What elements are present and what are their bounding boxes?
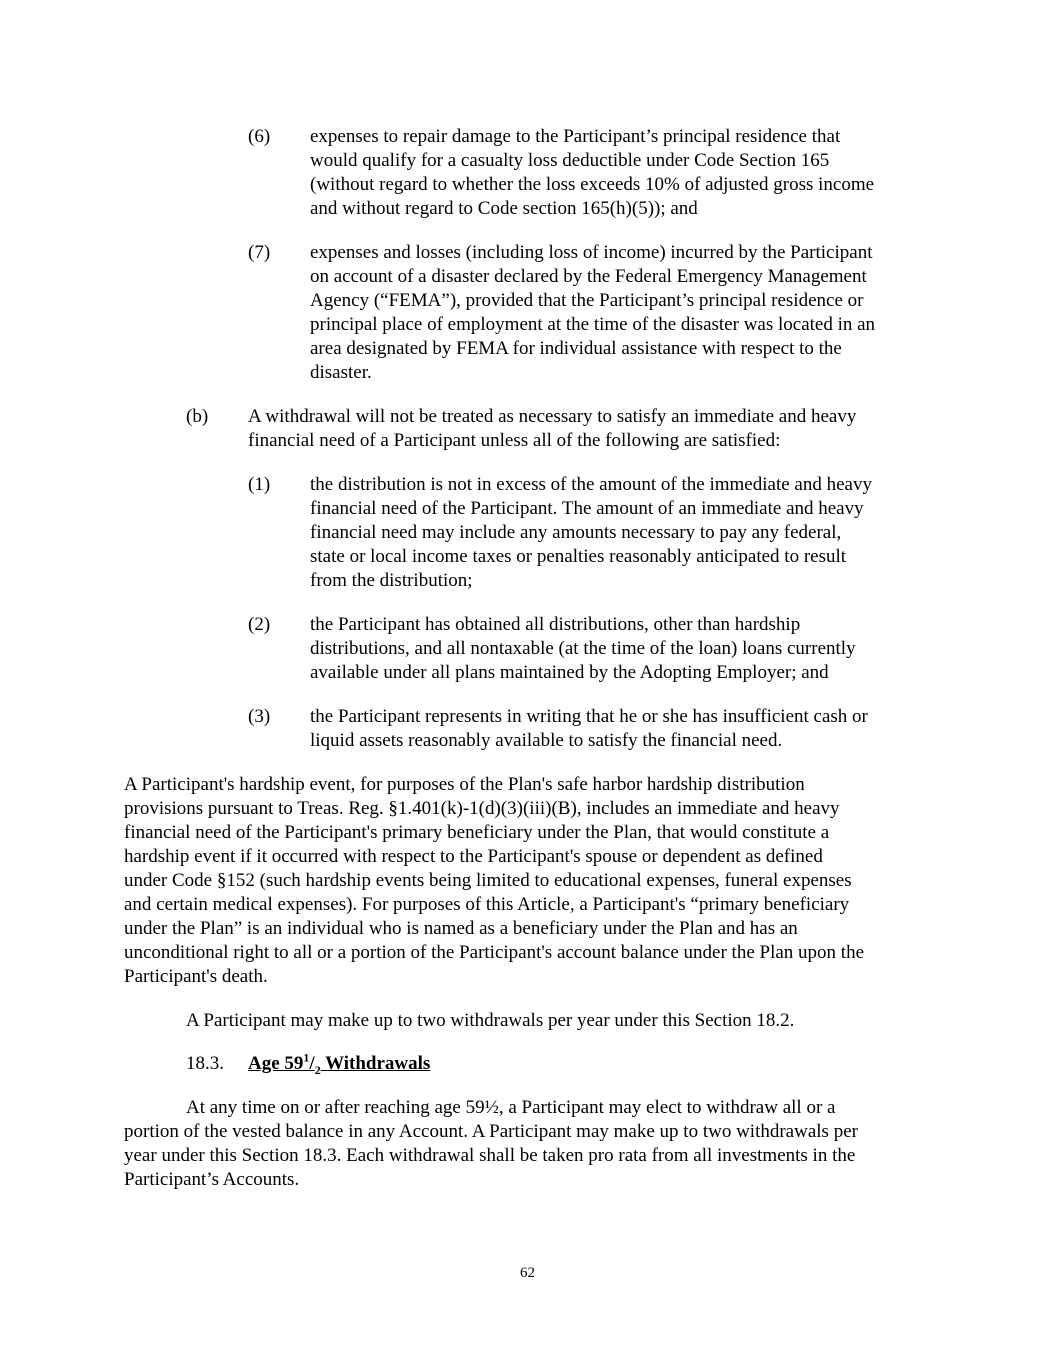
text-line: distributions, and all nontaxable (at the time of the loan) loans currently (310, 638, 856, 659)
item-text (310, 125, 874, 221)
text-line: financial need of a Participant unless all of the following are satisfied: (248, 430, 781, 451)
text-line: A Participant's hardship event, for purposes of the Plan's safe harbor hardship distribution (124, 774, 805, 795)
text-line: provisions pursuant to Treas. Reg. §1.401(k)-1(d)(3)(iii)(B), includes an immediate and heavy (124, 798, 840, 819)
text-line: expenses to repair damage to the Participant’s principal residence that (310, 126, 841, 147)
text-line: hardship event if it occurred with respect to the Participant's spouse or dependent as defined (124, 846, 823, 867)
title-subscript: 2 (314, 1062, 321, 1077)
text-line: state or local income taxes or penalties reasonably anticipated to result (310, 546, 847, 567)
item-text (248, 405, 856, 453)
text-line: under the Plan” is an individual who is named as a beneficiary under the Plan and has an (124, 918, 798, 939)
item-number: (2) (248, 614, 271, 635)
text-line: available under all plans maintained by the Adopting Employer; and (310, 662, 829, 683)
text-line: financial need may include any amounts necessary to pay any federal, (310, 522, 842, 543)
text-line: and without regard to Code section 165(h)(5)); and (310, 198, 698, 219)
item-text (310, 705, 868, 753)
text-line: expenses and losses (including loss of income) incurred by the Participant (310, 242, 873, 263)
text-line: Participant’s Accounts. (124, 1169, 300, 1190)
text-line: financial need of the Participant. The amount of an immediate and heavy (310, 498, 864, 519)
text-line: and certain medical expenses). For purposes of this Article, a Participant's “primary beneficiary (124, 894, 850, 915)
item-number: (3) (248, 706, 271, 727)
item-text (310, 241, 875, 385)
text-line: the distribution is not in excess of the amount of the immediate and heavy (310, 474, 872, 495)
section-title (248, 1052, 430, 1076)
text-line: Agency (“FEMA”), provided that the Participant’s principal residence or (310, 290, 864, 311)
text-line: A Participant may make up to two withdrawals per year under this Section 18.2. (186, 1010, 795, 1031)
title-slash: / (309, 1053, 315, 1074)
text-line: principal place of employment at the time of the disaster was located in an (310, 314, 876, 335)
title-prefix: Age 59 (248, 1053, 304, 1074)
withdrawals-limit-paragraph (186, 1009, 936, 1033)
page-number: 62 (520, 1265, 535, 1281)
text-line: on account of a disaster declared by the Federal Emergency Management (310, 266, 867, 287)
title-suffix: Withdrawals (320, 1053, 431, 1074)
text-line: liquid assets reasonably available to satisfy the financial need. (310, 730, 783, 751)
item-text (310, 473, 872, 593)
text-line: portion of the vested balance in any Account. A Participant may make up to two withdrawals per (124, 1121, 858, 1142)
text-line: Participant's death. (124, 966, 268, 987)
text-line: year under this Section 18.3. Each withdrawal shall be taken pro rata from all investments in the (124, 1145, 856, 1166)
text-line: At any time on or after reaching age 59½, a Participant may elect to withdraw all or a (186, 1097, 836, 1118)
title-superscript: 1 (303, 1050, 310, 1065)
text-line: A withdrawal will not be treated as necessary to satisfy an immediate and heavy (248, 406, 857, 427)
item-number: (6) (248, 126, 271, 147)
hardship-paragraph (124, 773, 934, 989)
text-line: from the distribution; (310, 570, 473, 591)
text-line: area designated by FEMA for individual assistance with respect to the (310, 338, 842, 359)
text-line: disaster. (310, 362, 372, 383)
text-line: financial need of the Participant's primary beneficiary under the Plan, that would constitute a (124, 822, 830, 843)
text-line: (without regard to whether the loss exceeds 10% of adjusted gross income (310, 174, 875, 195)
text-line: the Participant has obtained all distributions, other than hardship (310, 614, 801, 635)
age-withdrawals-paragraph (124, 1096, 934, 1192)
item-number: (b) (186, 406, 209, 427)
text-line: under Code §152 (such hardship events being limited to educational expenses, funeral expenses (124, 870, 852, 891)
item-number: (1) (248, 474, 271, 495)
item-number: (7) (248, 242, 271, 263)
text-line: the Participant represents in writing that he or she has insufficient cash or (310, 706, 868, 727)
text-line: would qualify for a casualty loss deductible under Code Section 165 (310, 150, 830, 171)
section-number: 18.3. (186, 1053, 224, 1074)
text-line: unconditional right to all or a portion of the Participant's account balance under the Plan upon the (124, 942, 864, 963)
item-text (310, 613, 856, 685)
